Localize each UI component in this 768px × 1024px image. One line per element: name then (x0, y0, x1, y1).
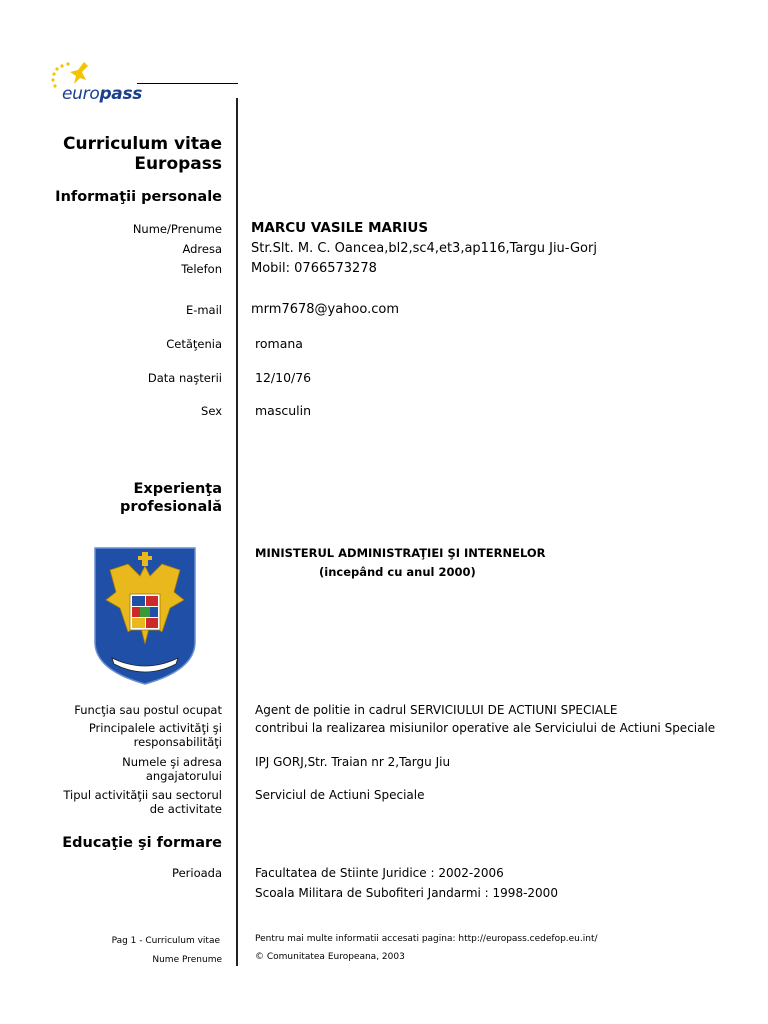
name-value: MARCU VASILE MARIUS (251, 220, 429, 236)
email-label: E-mail (185, 303, 222, 317)
romania-coat-of-arms-icon (92, 546, 198, 686)
employer-label-line-2: angajatorului (145, 769, 222, 783)
email-value: mrm7678@yahoo.com (251, 302, 400, 317)
europass-wordmark (62, 84, 142, 104)
employer-label-line-1: Numele şi adresa (122, 755, 222, 769)
education-entry: Facultatea de Stiinte Juridice : 2002-2006 (255, 866, 504, 880)
employer-value: IPJ GORJ,Str. Traian nr 2,Targu Jiu (255, 755, 451, 769)
footer-info: Pentru mai multe informatii accesati pagina: http://europass.cedefop.eu.int/ (255, 934, 598, 944)
citizenship-value: romana (255, 336, 303, 351)
position-label: Funcţia sau postul ocupat (74, 703, 222, 717)
address-value: Str.Slt. M. C. Oancea,bl2,sc4,et3,ap116,Targu Jiu-Gorj (251, 241, 597, 256)
experience-heading-line-2: profesională (119, 499, 222, 515)
column-divider (236, 98, 238, 966)
sector-label-line-2: de activitate (149, 802, 222, 816)
phone-label: Telefon (181, 262, 222, 276)
cv-title-line-1: Curriculum vitae (63, 134, 222, 154)
footer-page: Pag 1 - Curriculum vitae (111, 936, 220, 946)
sector-label (63, 788, 222, 816)
employer-title: MINISTERUL ADMINISTRAŢIEI ŞI INTERNELOR (255, 546, 546, 560)
activities-label-line-1: Principalele activităţi şi (88, 721, 222, 735)
sex-value: masculin (255, 403, 312, 418)
experience-heading (120, 480, 222, 516)
activities-label-line-2: responsabilităţi (133, 735, 222, 749)
personal-info-heading: Informaţii personale (55, 189, 222, 205)
period-label: Perioada (172, 866, 222, 880)
citizenship-label: Cetăţenia (166, 337, 222, 351)
logo-underline (137, 83, 238, 84)
cv-title-line-2: Europass (134, 154, 222, 174)
employer-block (255, 544, 546, 582)
cv-title (63, 134, 222, 174)
logo-text-light: euro (62, 84, 100, 104)
activities-value: contribui la realizarea misiunilor operative ale Serviciului de Actiuni Speciale (255, 721, 716, 735)
sector-label-line-1: Tipul activităţii sau sectorul (63, 788, 222, 802)
name-label: Nume/Prenume (132, 222, 222, 236)
education-heading: Educaţie şi formare (62, 835, 222, 851)
footer-copyright: © Comunitatea Europeana, 2003 (255, 952, 405, 962)
position-value: Agent de politie in cadrul SERVICIULUI DE ACTIUNI SPECIALE (255, 703, 618, 717)
activities-label (89, 721, 222, 749)
europass-logo (48, 58, 148, 108)
sector-value: Serviciul de Actiuni Speciale (255, 788, 425, 802)
education-entry: Scoala Militara de Subofiteri Jandarmi : 1998-2000 (255, 886, 558, 900)
address-label: Adresa (182, 242, 222, 256)
birth-date-value: 12/10/76 (255, 370, 312, 385)
employer-since: (incepând cu anul 2000) (319, 565, 476, 579)
birth-date-label: Data naşterii (147, 371, 222, 385)
employer-label (122, 755, 222, 783)
footer-name: Nume Prenume (152, 955, 222, 965)
phone-value: Mobil: 0766573278 (251, 261, 377, 276)
experience-heading-line-1: Experienţa (133, 481, 222, 497)
logo-text-bold: pass (99, 84, 143, 104)
sex-label: Sex (201, 404, 222, 418)
